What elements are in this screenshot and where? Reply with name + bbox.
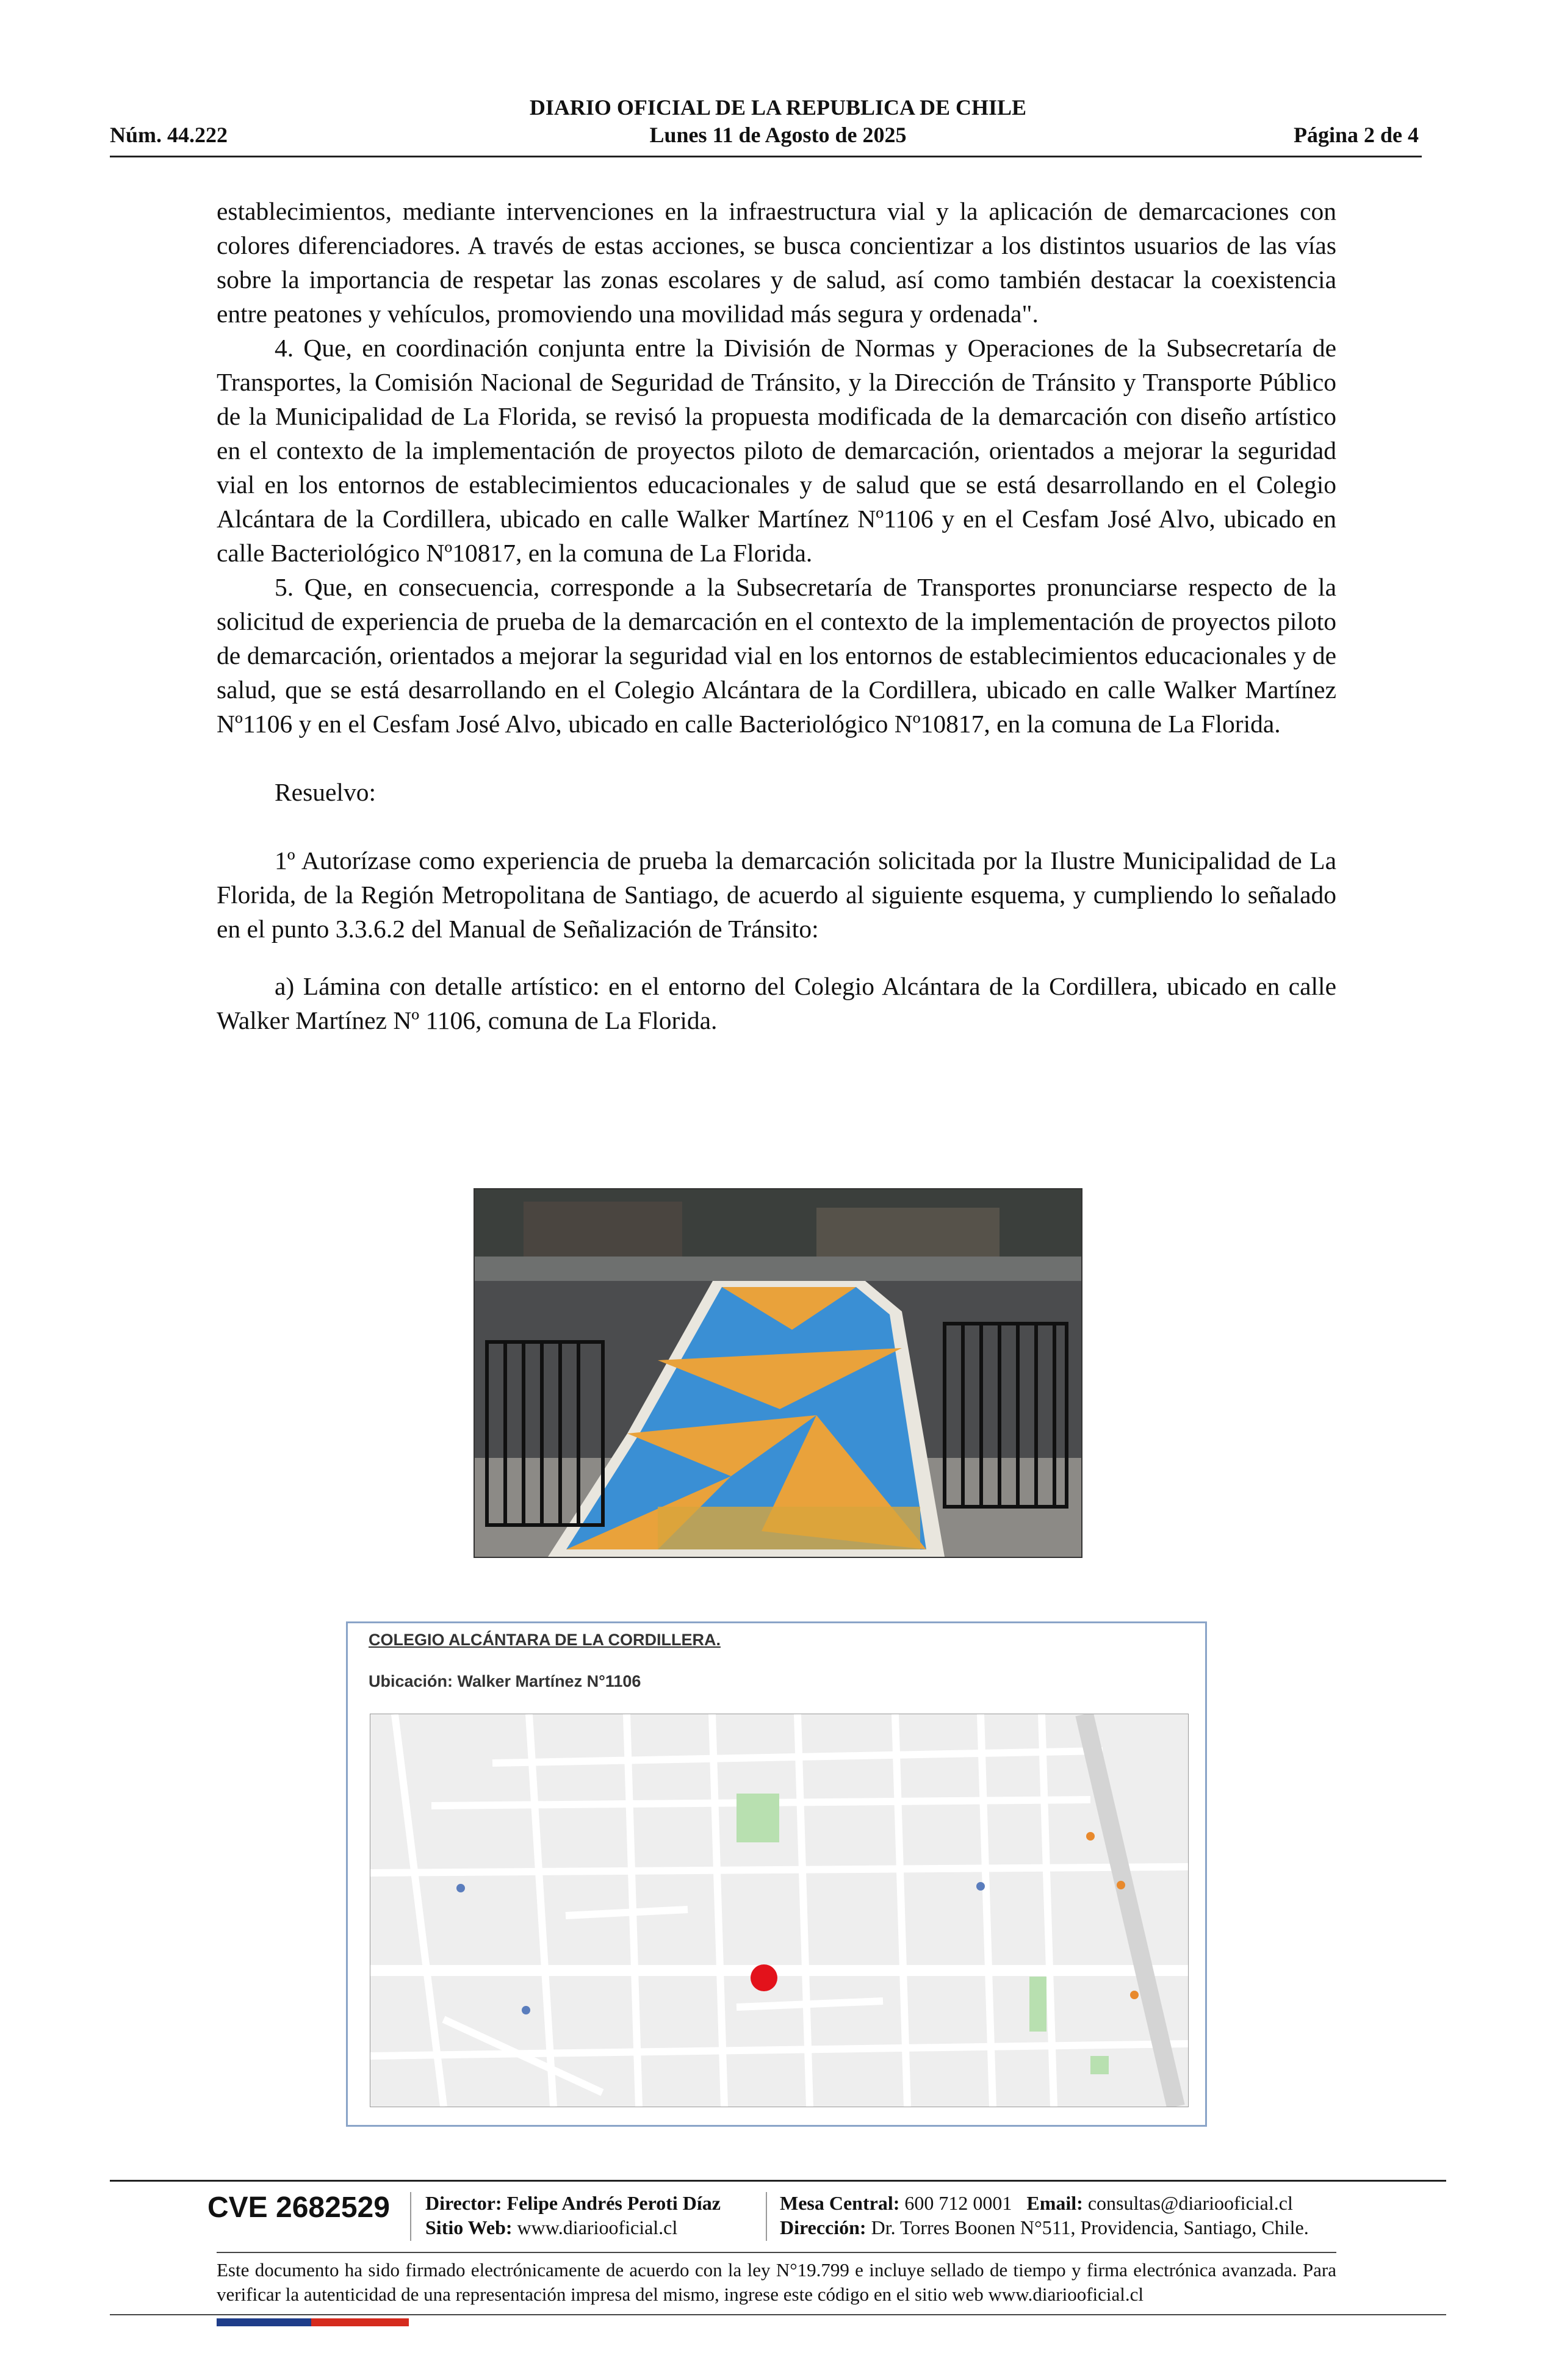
- footer-divider-top: [110, 2180, 1446, 2182]
- item-a: a) Lámina con detalle artístico: en el entorno del Colegio Alcántara de la Cordillera, ubicado en calle Walker Martínez Nº 1106, comuna de La Florida.: [217, 972, 1336, 1034]
- footer-divider-bottom: [110, 2314, 1446, 2315]
- school-location-marker: [751, 1964, 777, 1991]
- issue-date: Lunes 11 de Agosto de 2025: [649, 123, 907, 147]
- flag-stripe-blue: [217, 2318, 311, 2326]
- flag-stripe-red: [311, 2318, 409, 2326]
- resolution-article-1: 1º Autorízase como experiencia de prueba la demarcación solicitada por la Ilustre Municipalidad de La Florida, de la Región Metropolitana de Santiago, de acuerdo al siguiente esquema, y cumpliendo lo señalado en el punto 3.3.6.2 del Manual de Señalización de Tránsito:: [217, 846, 1336, 943]
- website-link[interactable]: www.diariooficial.cl: [517, 2216, 678, 2238]
- phone-label: Mesa Central:: [780, 2192, 900, 2214]
- location-map-figure: [346, 1621, 1207, 2127]
- paragraph-continuation: establecimientos, mediante intervenciones en la infraestructura vial y la aplicación de demarcaciones con colores diferenciadores. A través de estas acciones, se busca concientizar a los distintos usuarios de las vías sobre la importancia de respetar las zonas escolares y de salud, así como también destacar la coexistencia entre peatones y vehículos, promoviendo una movilidad más segura y ordenada".: [217, 197, 1336, 328]
- newspaper-title: DIARIO OFICIAL DE LA REPUBLICA DE CHILE: [529, 95, 1027, 120]
- footer-separator: [766, 2192, 767, 2241]
- street-map: [370, 1714, 1189, 2107]
- address-text: Dr. Torres Boonen N°511, Providencia, Santiago, Chile.: [871, 2216, 1309, 2238]
- document-body: [217, 194, 1336, 1037]
- map-location: Ubicación: Walker Martínez N°1106: [369, 1672, 641, 1690]
- director-name: Felipe Andrés Peroti Díaz: [506, 2192, 721, 2214]
- signature-note: Este documento ha sido firmado electrónicamente de acuerdo con la ley N°19.799 e incluye sellado de tiempo y firma electrónica avanzada. Para verificar la autenticidad de una representación impresa del mismo, ingrese este código en el sitio web www.diariooficial.cl: [217, 2259, 1336, 2305]
- address-label: Dirección:: [780, 2216, 866, 2238]
- director-label: Director:: [425, 2192, 502, 2214]
- header-divider: [110, 156, 1422, 157]
- footer-separator: [410, 2192, 411, 2241]
- map-title: COLEGIO ALCÁNTARA DE LA CORDILLERA.: [369, 1631, 721, 1649]
- email-link[interactable]: consultas@diariooficial.cl: [1087, 2192, 1293, 2214]
- page-indicator: Página 2 de 4: [1293, 123, 1419, 147]
- footer-right-block: [780, 2191, 1309, 2240]
- email-label: Email:: [1026, 2192, 1083, 2214]
- cve-code: CVE 2682529: [207, 2191, 390, 2224]
- phone-number: 600 712 0001: [904, 2192, 1012, 2214]
- website-label: Sitio Web:: [425, 2216, 513, 2238]
- paragraph-4: 4. Que, en coordinación conjunta entre la División de Normas y Operaciones de la Subsecretaría de Transportes, la Comisión Nacional de Seguridad de Tránsito, y la Dirección de Tránsito y Transporte Público de la Municipalidad de La Florida, se revisó la propuesta modificada de la demarcación con diseño artístico en el contexto de la implementación de proyectos piloto de demarcación, orientados a mejorar la seguridad vial en los entornos de establecimientos educacionales y de salud que se está desarrollando en el Colegio Alcántara de la Cordillera, ubicado en calle Walker Martínez Nº1106 y en el Cesfam José Alvo, ubicado en calle Bacteriológico Nº10817, en la comuna de La Florida.: [217, 334, 1336, 567]
- footer-left-block: [425, 2191, 721, 2240]
- resuelvo-heading: Resuelvo:: [275, 778, 376, 806]
- footer-divider-mid: [217, 2252, 1336, 2253]
- crosswalk-photo: [474, 1188, 1082, 1558]
- paragraph-5: 5. Que, en consecuencia, corresponde a la Subsecretaría de Transportes pronunciarse respecto de la solicitud de experiencia de prueba de la demarcación en el contexto de la implementación de proyectos piloto de demarcación, orientados a mejorar la seguridad vial en los entornos de establecimientos educacionales y de salud, que se está desarrollando en el Colegio Alcántara de la Cordillera, ubicado en calle Walker Martínez Nº1106 y en el Cesfam José Alvo, ubicado en calle Bacteriológico Nº10817, en la comuna de La Florida.: [217, 573, 1336, 738]
- issue-number: Núm. 44.222: [110, 123, 228, 147]
